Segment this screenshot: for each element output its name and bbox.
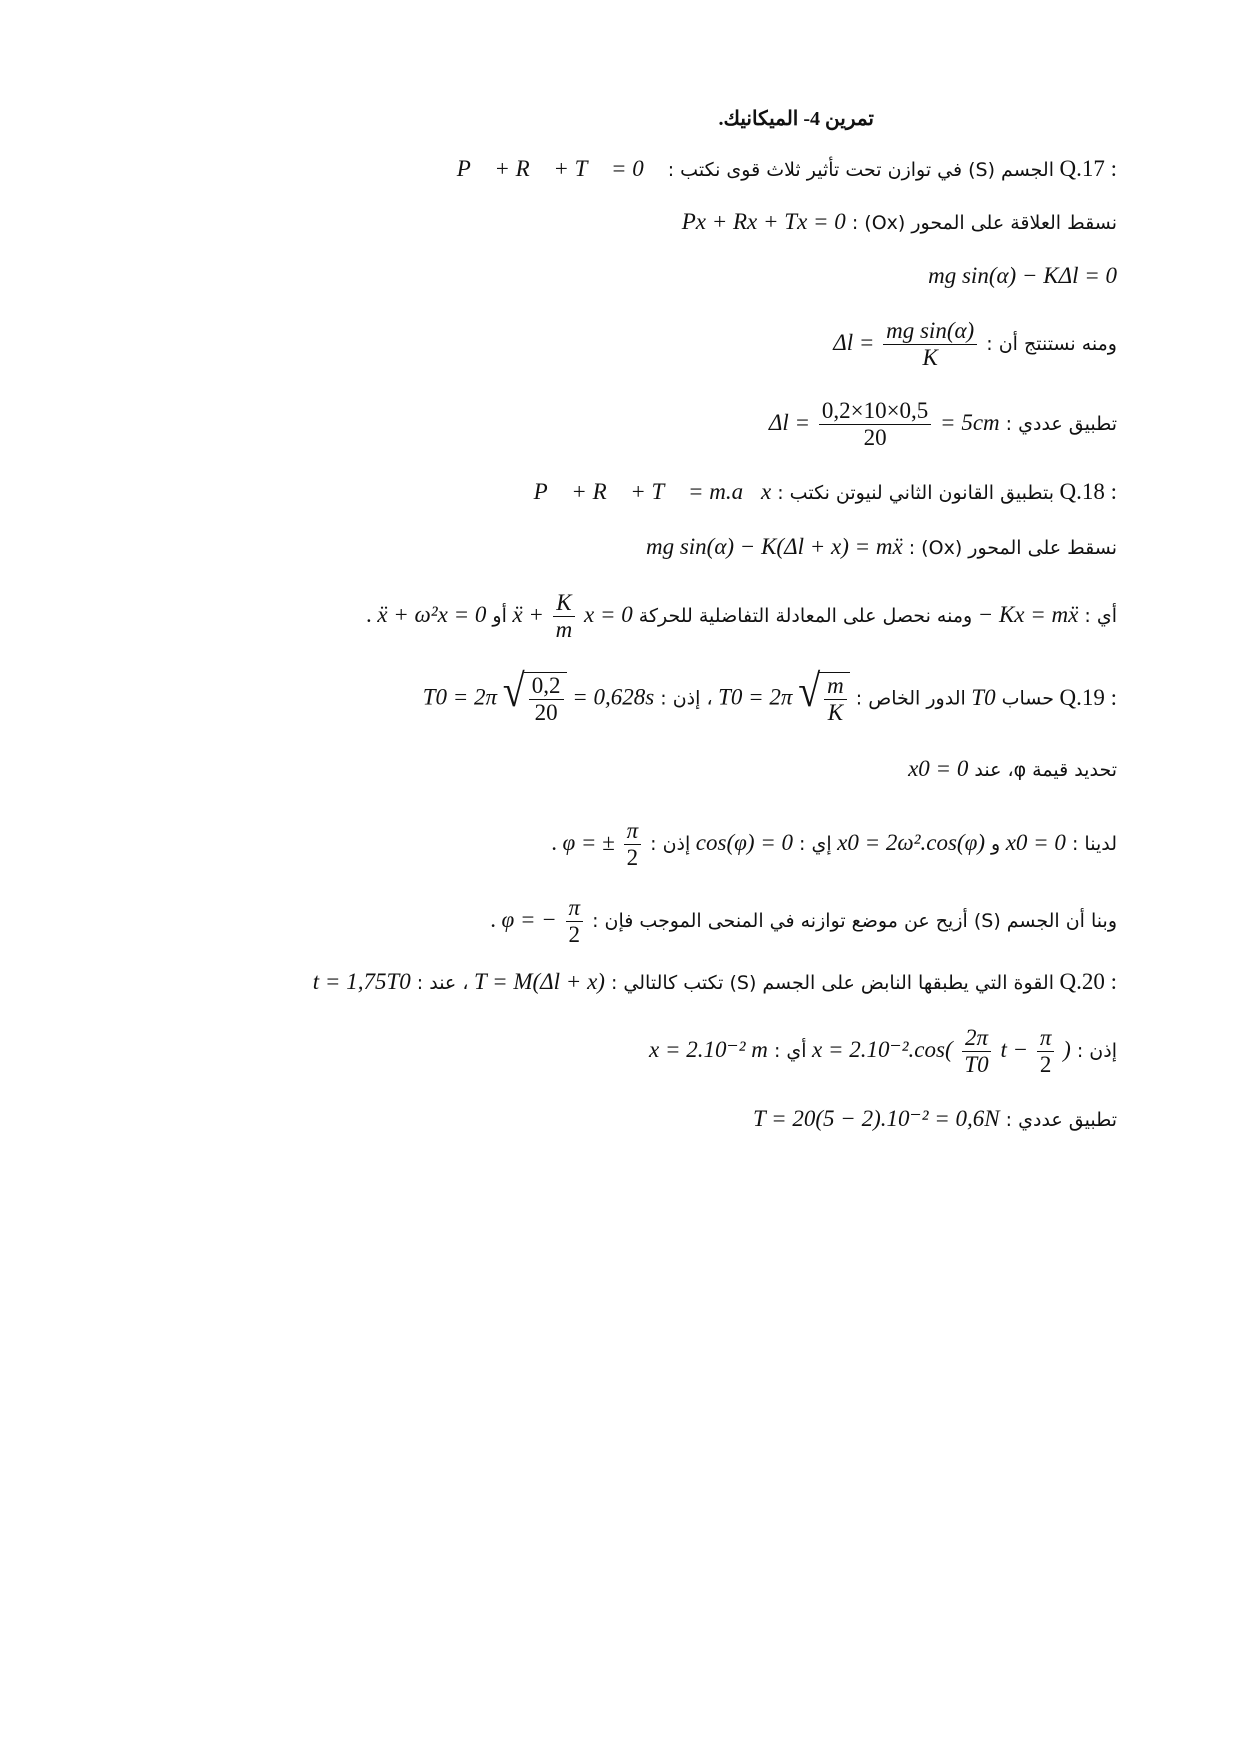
- q20-label: Q.20 :: [1059, 969, 1117, 994]
- q19-label: Q.19 :: [1059, 684, 1117, 710]
- phi-text: تحديد قيمة φ، عند: [968, 759, 1117, 781]
- sign-denominator: 2: [568, 922, 581, 948]
- diffeq-eq2-part-a: ẍ +: [512, 602, 544, 628]
- sqrt-symbol-2: [502, 664, 567, 727]
- ladayna-denominator: 2: [626, 845, 639, 871]
- exercise-title: تمرين 4- الميكانيك.: [718, 108, 874, 130]
- ladayna-line: [551, 818, 1117, 872]
- ladayna-text-1: لدينا :: [1065, 833, 1117, 856]
- q17-equation: P⃗ + R⃗ + T⃗ = 0⃗: [456, 156, 662, 181]
- numeric-app-numerator: 0,2×10×0,5: [819, 398, 931, 425]
- ladayna-text-2: و: [984, 833, 1001, 856]
- q19-eq2-lhs: T0 = 2π: [422, 684, 498, 710]
- numeric-application-1: [769, 398, 1117, 452]
- ladayna-text-4: إذن :: [644, 833, 691, 856]
- q19-text-3: ، إذن :: [654, 687, 713, 710]
- sign-equation: [502, 895, 587, 949]
- sign-numerator: π: [566, 895, 584, 922]
- q18-label: Q.18 :: [1059, 479, 1117, 504]
- ladayna-text-3: إي :: [793, 833, 832, 856]
- numeric-app-text-2: تطبيق عددي :: [999, 1109, 1117, 1131]
- deduce-text: ومنه نستنتج أن :: [980, 333, 1117, 356]
- idhan-text-1: إذن :: [1070, 1040, 1117, 1063]
- idhan-text-2: أي :: [767, 1040, 807, 1063]
- idhan-denominator-2: 2: [1039, 1052, 1052, 1078]
- diffeq-eq2-part-b: x = 0: [584, 602, 633, 628]
- numeric-application-2: [753, 1105, 1117, 1133]
- numeric-app-denominator: 20: [863, 425, 887, 451]
- q19-text-1: حساب: [995, 687, 1054, 710]
- idhan-line: [649, 1025, 1117, 1079]
- idhan-fraction-1: [961, 1025, 991, 1079]
- radical-sign-1: √: [798, 664, 821, 717]
- equilibrium-equation-line: [928, 262, 1117, 290]
- idhan-eq1-part-a: x = 2.10⁻².cos(: [812, 1037, 953, 1063]
- q19-equation-2: [422, 664, 655, 727]
- q20-text-1: القوة التي يطبقها النابض على الجسم (S) تكتب كالتالي :: [604, 972, 1054, 994]
- ladayna-fraction: [624, 818, 642, 872]
- q19-eq2-denominator: 20: [534, 700, 558, 726]
- q18-text: بتطبيق القانون الثاني لنيوتن نكتب :: [771, 482, 1054, 504]
- deduce-lhs: Δl =: [833, 330, 875, 356]
- radical-body-1: [819, 672, 850, 727]
- diffeq-equation-1: − Kx = mẍ: [977, 602, 1079, 628]
- diffeq-denominator: m: [555, 617, 573, 643]
- q19-eq2-numerator: 0,2: [529, 673, 564, 700]
- idhan-numerator-2: π: [1037, 1025, 1055, 1052]
- q17-text: الجسم (S) في توازن تحت تأثير ثلاث قوى نكتب :: [661, 159, 1054, 181]
- q20-line: [313, 968, 1117, 996]
- radical-body-2: [524, 672, 567, 727]
- ladayna-eq4-lhs: φ = ±: [562, 830, 615, 856]
- numeric-app-lhs: Δl =: [768, 410, 811, 436]
- q17-label: Q.17 :: [1059, 156, 1117, 181]
- q18-equation: P⃗ + R⃗ + T⃗ = m.a⃗x: [533, 479, 772, 504]
- numeric-app-fraction: [819, 398, 931, 452]
- idhan-eq1-close: ): [1063, 1037, 1071, 1063]
- phi-line: [908, 755, 1117, 783]
- diffeq-numerator: K: [553, 590, 574, 617]
- q19-fraction-2: [529, 673, 564, 727]
- diffeq-equation-2: [512, 590, 632, 644]
- idhan-equation-2: x = 2.10⁻² m: [649, 1037, 768, 1063]
- diffeq-text-2: ومنه نحصل على المعادلة التفاضلية للحركة: [632, 605, 973, 628]
- idhan-eq1-part-b: t −: [1000, 1037, 1029, 1063]
- q19-eq1-denominator: K: [827, 700, 844, 726]
- numeric-app-result: = 5cm: [940, 410, 1000, 436]
- q17-line: [457, 155, 1117, 183]
- q19-eq1-lhs: T0 = 2π: [718, 684, 793, 710]
- projection-equation-1: Px + Rx + Tx = 0: [681, 209, 846, 234]
- q19-fraction-1: [824, 673, 847, 727]
- q18-line: [534, 478, 1117, 506]
- q19-eq1-numerator: m: [824, 673, 847, 700]
- ladayna-numerator: π: [624, 818, 642, 845]
- numeric-app-equation-2: T = 20(5 − 2).10⁻² = 0,6N: [753, 1106, 1000, 1131]
- deduce-denominator: K: [922, 345, 938, 371]
- diffeq-fraction: [553, 590, 576, 644]
- projection-equation-2: mg sin(α) − K(Δl + x) = mẍ: [645, 534, 903, 559]
- idhan-equation-1: [812, 1025, 1071, 1079]
- q20-equation-2: t = 1,75T0: [312, 969, 411, 994]
- ladayna-eq-2: x0 = 2ω².cos(φ): [837, 830, 985, 856]
- ladayna-period: .: [551, 830, 557, 856]
- deduce-line: [833, 318, 1117, 372]
- q19-symbol: T0: [971, 684, 996, 710]
- q19-equation-1: [718, 664, 850, 727]
- differential-equation-line: [366, 590, 1117, 644]
- projection-text-1: نسقط العلاقة على المحور (Ox) :: [845, 212, 1117, 234]
- projection-line-2: [646, 533, 1117, 561]
- deduce-fraction: [883, 318, 977, 372]
- sign-line: [490, 895, 1117, 949]
- ladayna-eq-3: cos(φ) = 0: [695, 830, 794, 856]
- idhan-denominator-1: T0: [964, 1052, 989, 1078]
- equilibrium-equation: mg sin(α) − KΔl = 0: [928, 263, 1117, 288]
- projection-line-1: [682, 208, 1117, 236]
- idhan-fraction-2: [1037, 1025, 1055, 1079]
- diffeq-equation-3: ẍ + ω²x = 0: [377, 602, 487, 628]
- diffeq-period: .: [366, 602, 372, 628]
- q19-text-2: الدور الخاص :: [849, 687, 966, 710]
- numeric-app-text-1: تطبيق عددي :: [999, 413, 1117, 436]
- numeric-app-equation-1: [769, 398, 1000, 452]
- diffeq-text-3: أو: [486, 605, 507, 628]
- sign-period: .: [490, 907, 497, 933]
- q20-equation-1: T = M(Δl + x): [473, 969, 605, 994]
- diffeq-text-1: أي :: [1078, 605, 1117, 628]
- deduce-numerator: mg sin(α): [883, 318, 977, 345]
- sqrt-symbol-1: [798, 664, 850, 727]
- ladayna-eq-4: [562, 818, 644, 872]
- ladayna-eq-1: x0 = 0: [1005, 830, 1066, 856]
- sign-fraction: [566, 895, 584, 949]
- radical-sign-2: √: [502, 664, 525, 717]
- sign-eq-lhs: φ = −: [501, 907, 557, 933]
- q19-line: [422, 664, 1117, 727]
- q20-text-2: ، عند :: [410, 972, 469, 994]
- deduce-equation: [833, 318, 980, 372]
- q19-eq2-result: = 0,628s: [572, 684, 655, 710]
- idhan-numerator-1: 2π: [962, 1025, 991, 1052]
- phi-condition: x0 = 0: [908, 756, 969, 781]
- sign-text: وبنا أن الجسم (S) أزيح عن موضع توازنه في المنحى الموجب فإن :: [586, 910, 1117, 933]
- projection-text-2: نسقط على المحور (Ox) :: [902, 537, 1117, 559]
